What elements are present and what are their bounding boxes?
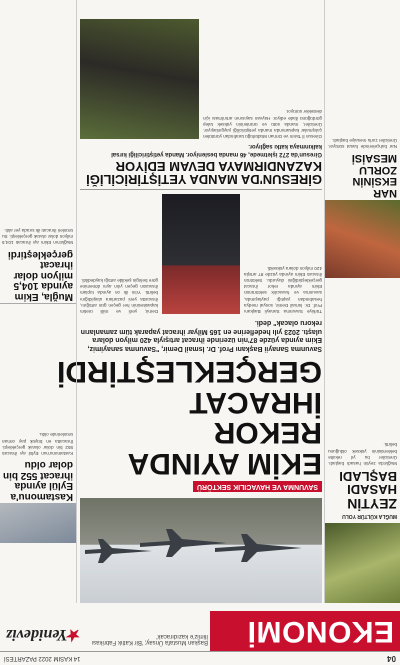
story-kastamonu-head: Kastamonu'a Eylül ayında ihracat 552 bin dolar oldu: [2, 459, 73, 502]
lead-body: Türkiye Savunma Sanayii Başkanı Prof. Dr. İsmail Demir, sosyal medya hesabından yaptığı paylaşımda, savunma ve havacılık sektörünün Ekim ayında rekor ihracat gerçekleştirdiğini duyurdu. Sektörün ihracatı Ekim ayında yüzde 87 artışla 420 milyon dolara yükseldi.: [244, 265, 322, 315]
second-dek: Giresun'da 272 işletmede, 46 manda besleniyor. Manda yetiştiriciliği kırsal kalkınmaya katkı sağlıyor.: [111, 143, 322, 157]
second-headline-line2: KAZANDIRMAYA DEVAM EDİYOR: [115, 158, 322, 174]
story-pomegranate-head: NAR EKSİNİN ZORLU MESAİSİ: [351, 152, 397, 200]
olive-harvest-photo: [325, 523, 400, 603]
lead-kicker: SAVUNMA VE HAVACILIK SEKTÖRÜ: [193, 481, 322, 492]
second-headline-line1: GİRESUN'DA MANDA YETİŞTİRİCİLİĞİ: [86, 172, 322, 188]
section-banner: EKONOMİ: [210, 611, 400, 651]
left-column: [324, 0, 400, 603]
buffalo-photo: [80, 19, 199, 139]
top-link: Başkan Mustafa Ünsay; 'Bir Katlık Fabrikası İlimiz'e kazıdıracak': [91, 633, 208, 645]
story-pomegranate: [325, 0, 400, 200]
pomegranate-photo: [325, 200, 400, 278]
second-headline: [80, 160, 322, 187]
jets-photo: [80, 498, 322, 603]
second-body-columns: [80, 19, 322, 139]
story-kastamonu: [0, 304, 76, 503]
brand-mark: ★: [67, 626, 82, 643]
top-bar: [0, 651, 400, 665]
center-column: [56, 0, 322, 603]
lead-dek: Savunma Sanayii Başkanı Prof. Dr. İsmail Demir, "Savunma sanayimiz, Ekim ayında yüzde 87'nin üzerinde ihracat artışıyla 420 milyon dolara ulaştı. 2023 yılı hedeflerine en 165 Milyar ihracat yaparak tüm zamanların rekoru olacak" dedi.: [80, 319, 322, 352]
story-olive-head: HASADI BAŞLADI: [339, 468, 397, 498]
story-pomegranate-body: Nar bahçelerinde hasat sürüyor. Üreticiler zorlu mesaiye başladı.: [328, 137, 397, 149]
kastamonu-photo: [0, 503, 76, 543]
story-olive-red: ZEYTİN: [347, 496, 397, 512]
masthead: [0, 605, 400, 651]
lead-headline-line2: REKOR İHRACAT: [189, 385, 322, 450]
divider: [80, 189, 322, 190]
second-body: Giresun İl Tarım ve Orman Müdürlüğü tarafından yürütülen çalışmalar kapsamında manda yetiştiriciliği yaygınlaşıyor. Üreticiler, manda sütü ve ürünlerinin yüksek talep gördüğünü ifade ediyor. Hayvan sayısının artırılması için destekler sürüyor.: [203, 109, 322, 140]
lead-body-2: Demir, yerli ve milli üretim kapasitesinin her geçen gün arttığını, ihracatta yeni pazarlara ulaşıldığını belirtti. Yılın ilk on ayında toplam ihracatın geçen yılın aynı dönemine göre belirgin şekilde arttığı kaydedildi.: [80, 278, 158, 315]
story-olive-body: Muğla'da zeytin hasadı başladı. Üreticiler bu yıl rekolte beklentisinin yüksek olduğunu belirtti.: [328, 442, 397, 467]
right-column: [0, 0, 77, 603]
story-mugla-body: Muğla'nın Ekim ayı ihracatı 104,5 milyon dolar olarak gerçekleşti. Su ürünleri ihracatı ilk sırada yer aldı.: [2, 228, 73, 246]
minister-photo: [162, 194, 240, 314]
lead-body-columns: [80, 194, 322, 314]
brand-text: Yenideviz: [6, 626, 68, 643]
story-olive-kicker: MUĞLA KÜLTÜR YOLU: [342, 513, 397, 519]
page-number: 04: [387, 654, 396, 663]
brand-logo: [6, 625, 82, 645]
story-olive: [325, 284, 400, 523]
jets-illustration: [80, 498, 322, 603]
story-kastamonu-body: Kastamonu'nun Eylül ayı ihracatı 552 bin dolar olarak gerçekleşti. İhracatta en büyük pay orman ürünlerinde oldu.: [2, 432, 73, 456]
story-mugla: [0, 94, 76, 305]
date-line: 14 KASIM 2022 PAZARTESİ: [4, 655, 81, 662]
story-mugla-head: Muğla, Ekim ayında 104,5 milyon dolar ihracat gerçekleştirdi: [7, 249, 73, 302]
lead-headline-line3: GERÇEKLEŞTİRDİ: [56, 355, 322, 389]
lead-headline-line1: EKİM AYINDA: [127, 447, 322, 480]
lead-headline: [56, 355, 322, 480]
